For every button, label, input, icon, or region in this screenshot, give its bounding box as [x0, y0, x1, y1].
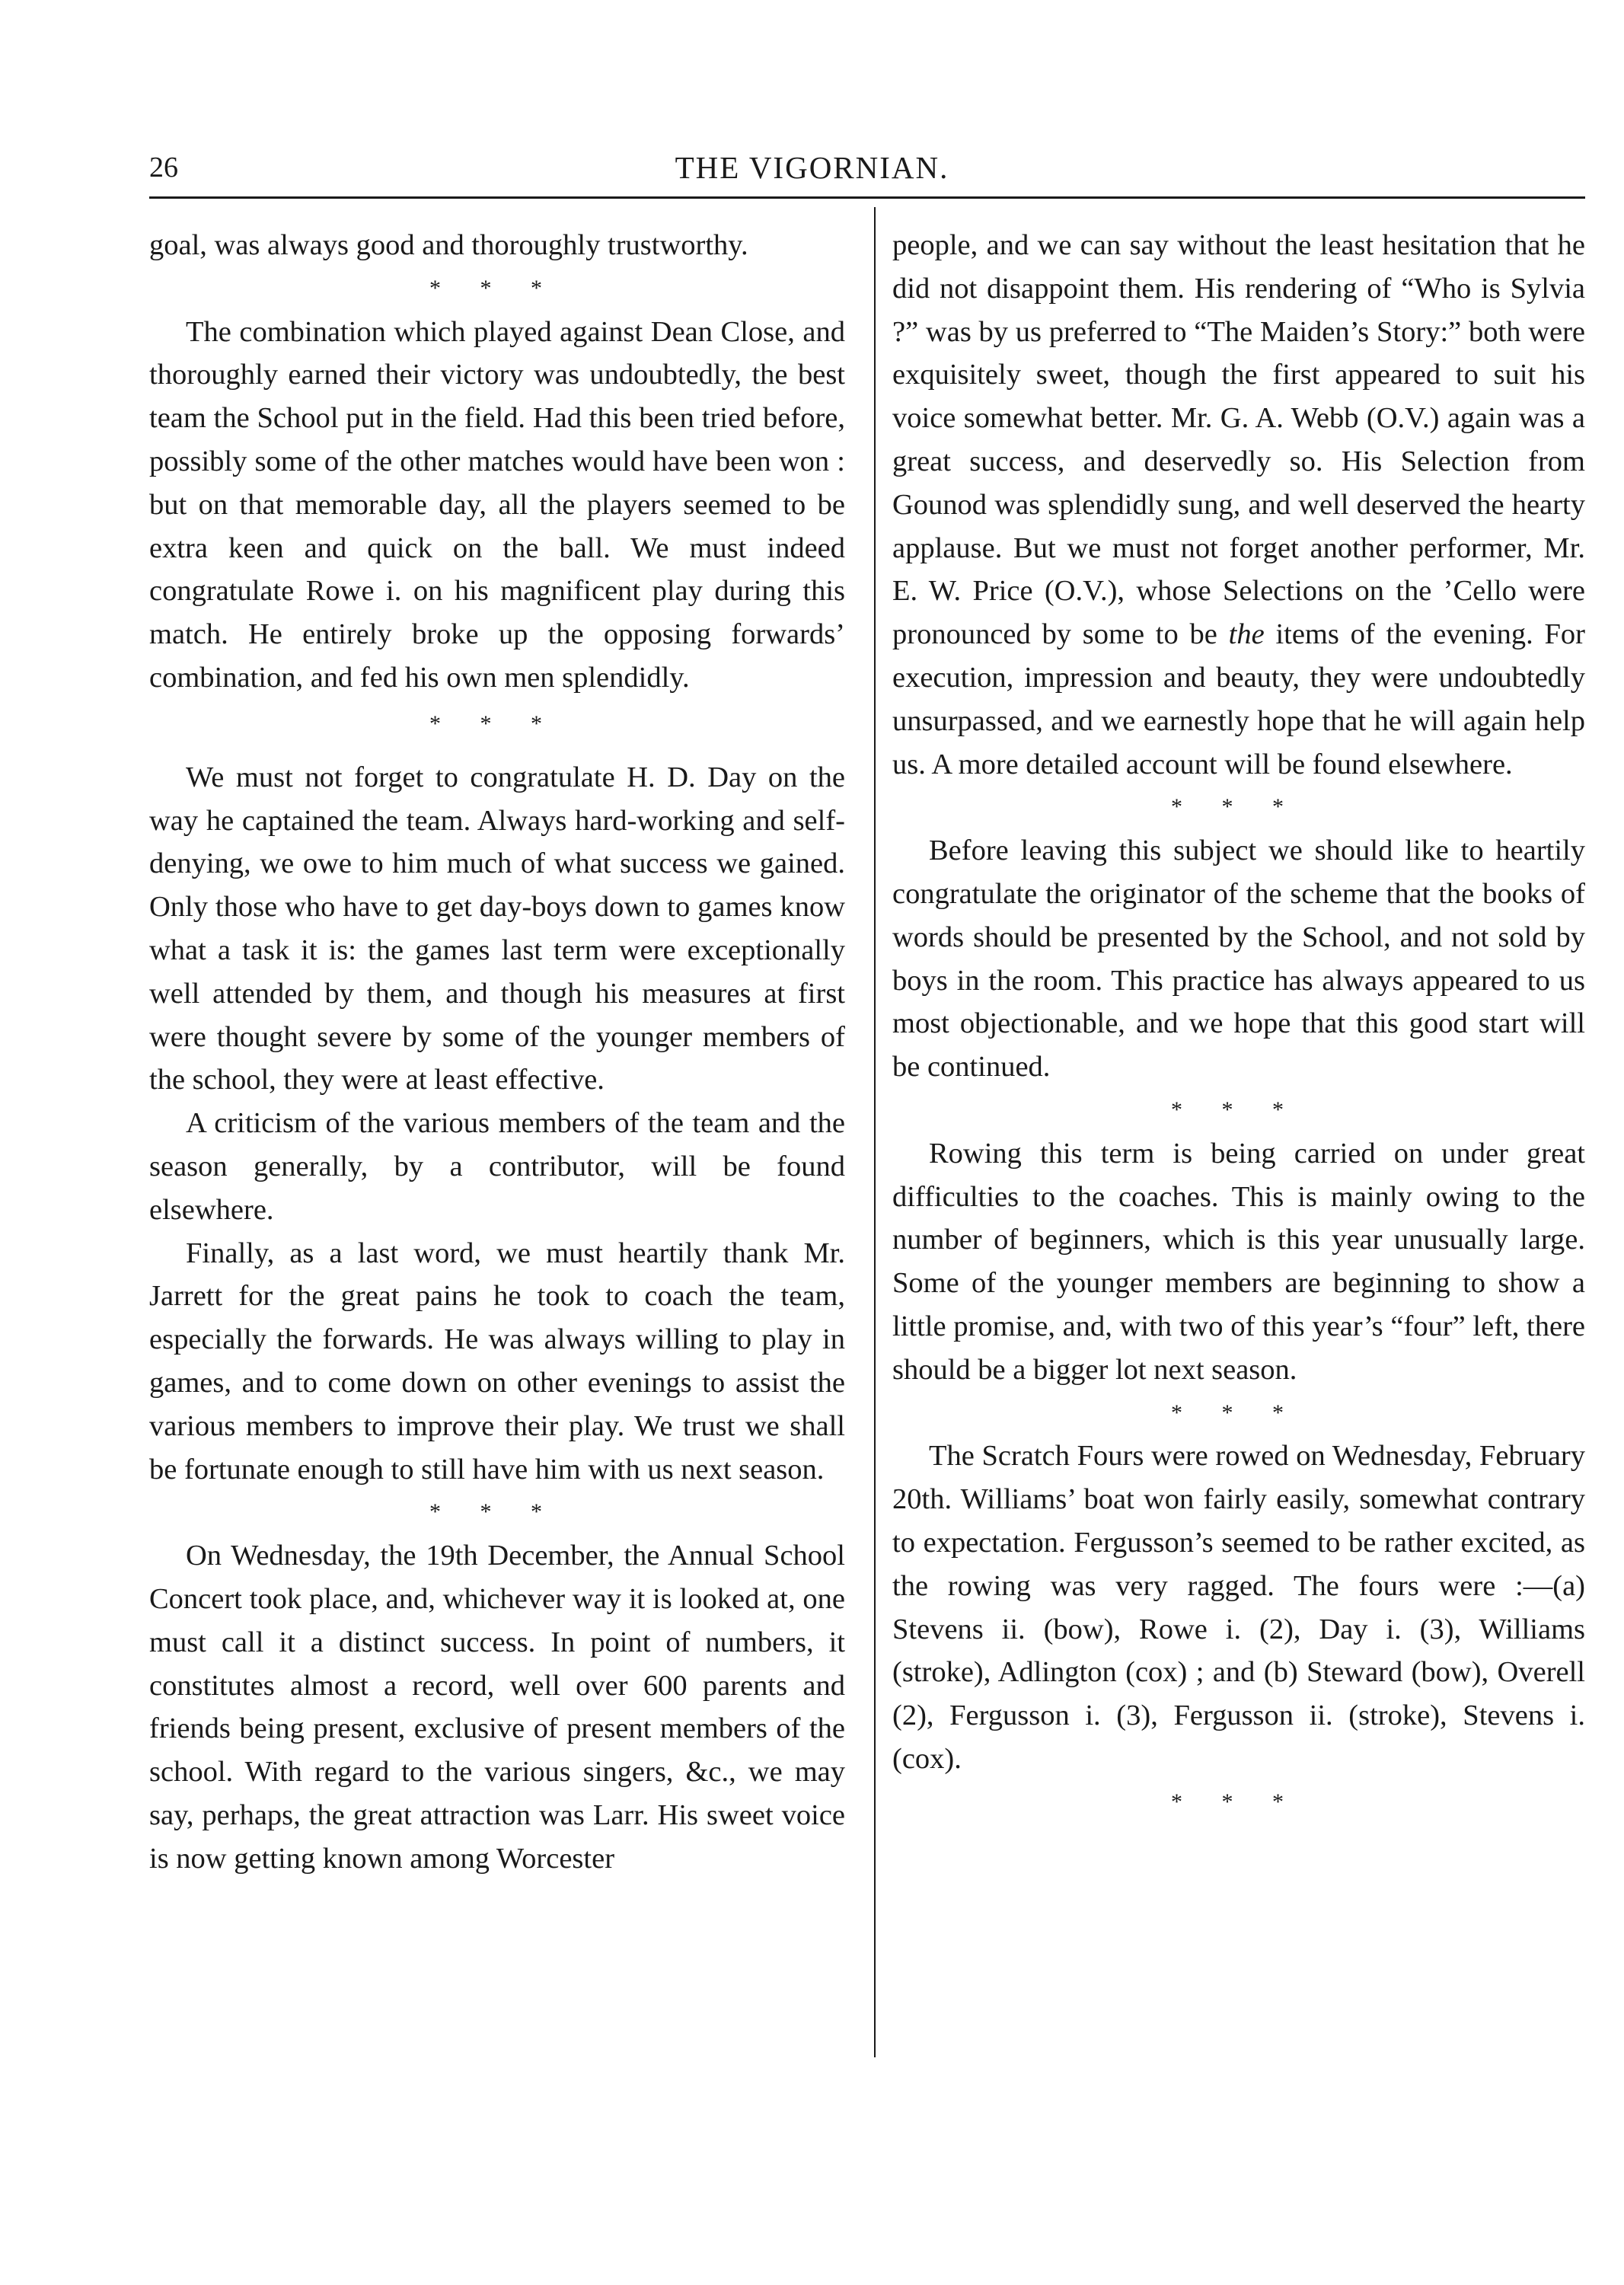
- left-column: [149, 224, 845, 1880]
- paragraph: Before leaving this subject we should like to heartily congratulate the originator of the scheme that the books of words should be presented by the School, and not sold by boys in the room. This practice has always appeared to us most objectionable, and we hope that this good start will be continued.: [892, 835, 1585, 1083]
- paragraph: goal, was always good and thoroughly trustworthy.: [149, 229, 748, 261]
- section-separator: * * *: [429, 710, 542, 736]
- paragraph: A criticism of the various members of the team and the season generally, by a contributor, will be found elsewhere.: [149, 1107, 845, 1226]
- paragraph: The Scratch Fours were rowed on Wednesday, February 20th. Williams’ boat won fairly easily, somewhat contrary to expectation. Fergusson’s seemed to be rather excited, as the rowing was very ragged. The fours were :—(a) Stevens ii. (bow), Rowe i. (2), Day i. (3), Williams (stroke), Adlington (cox) ; and (b) Steward (bow), Overell (2), Fergusson i. (3), Fergusson ii. (stroke), Stevens i. (cox).: [892, 1440, 1585, 1775]
- paragraph: Rowing this term is being carried on under great difficulties to the coaches. This is mainly owing to the number of beginners, which is this year unusually large. Some of the younger members are beginning to show a little promise, and, with two of this year’s “four” left, there should be a bigger lot next season.: [892, 1137, 1585, 1386]
- paragraph: [892, 224, 1585, 786]
- section-separator: * * *: [1171, 1096, 1284, 1122]
- paragraph: We must not forget to congratulate H. D. Day on the way he captained the team. Always hard-working and self-denying, we owe to him much of what success we gained. Only those who have to get day-boys down to games know what a task it is: the games last term were exceptionally well attended by them, and though his measures at first were thought severe by some of the younger members of the school, they were at least effective.: [149, 761, 845, 1096]
- page-number: 26: [149, 152, 178, 184]
- right-column: [892, 224, 1585, 1824]
- paragraph: Finally, as a last word, we must heartily thank Mr. Jarrett for the great pains he took to coach the team, especially the forwards. He was always willing to play in games, and to come down on other evenings to assist the various members to improve their play. We trust we shall be fortunate enough to still have him with us next season.: [149, 1237, 845, 1486]
- emphasis-text: the: [1228, 618, 1265, 651]
- paragraph: The combination which played against Dean Close, and thoroughly earned their victory was undoubtedly, the best team the School put in the field. Had this been tried before, possibly some of the other matches would have been won : but on that memorable day, all the players seemed to be extra keen and quick on the ball. We must indeed congratulate Rowe i. on his magnificent play during this match. He entirely broke up the opposing forwards’ combination, and fed his own men splendidly.: [149, 315, 845, 694]
- column-divider: [874, 207, 876, 2057]
- section-separator: * * *: [1171, 1789, 1284, 1814]
- paragraph-text: people, and we can say without the least hesitation that he did not disappoint them. His rendering of “Who is Sylvia ?” was by us preferred to “The Maiden’s Story:” both were exquisitely sweet, though the first appeared to suit his voice somewhat better. Mr. G. A. Webb (O.V.) again was a great success, and deservedly so. His Selection from Gounod was splendidly sung, and well deserved the hearty applause. But we must not forget another performer, Mr. E. W. Price (O.V.), whose Selections on the ’Cello were pronounced by some to be: [892, 229, 1585, 651]
- section-separator: * * *: [429, 275, 542, 301]
- paragraph: On Wednesday, the 19th December, the Annual School Concert took place, and, whichever way it is looked at, one must call it a distinct success. In point of numbers, it constitutes almost a record, well over 600 parents and friends being present, exclusive of present members of the school. With regard to the various singers, &c., we may say, perhaps, the great attraction was Larr. His sweet voice is now getting known among Worcester: [149, 1540, 845, 1875]
- header-rule: [149, 196, 1585, 199]
- section-separator: * * *: [429, 1499, 542, 1525]
- paragraph-text: items of the evening. For execution, impression and beauty, they were undoubtedly unsurpassed, and we earnestly hope that he will again help us. A more detailed account will be found elsewhere.: [892, 618, 1585, 780]
- running-head-title: THE VIGORNIAN.: [675, 150, 949, 185]
- section-separator: * * *: [1171, 794, 1284, 820]
- section-separator: * * *: [1171, 1399, 1284, 1425]
